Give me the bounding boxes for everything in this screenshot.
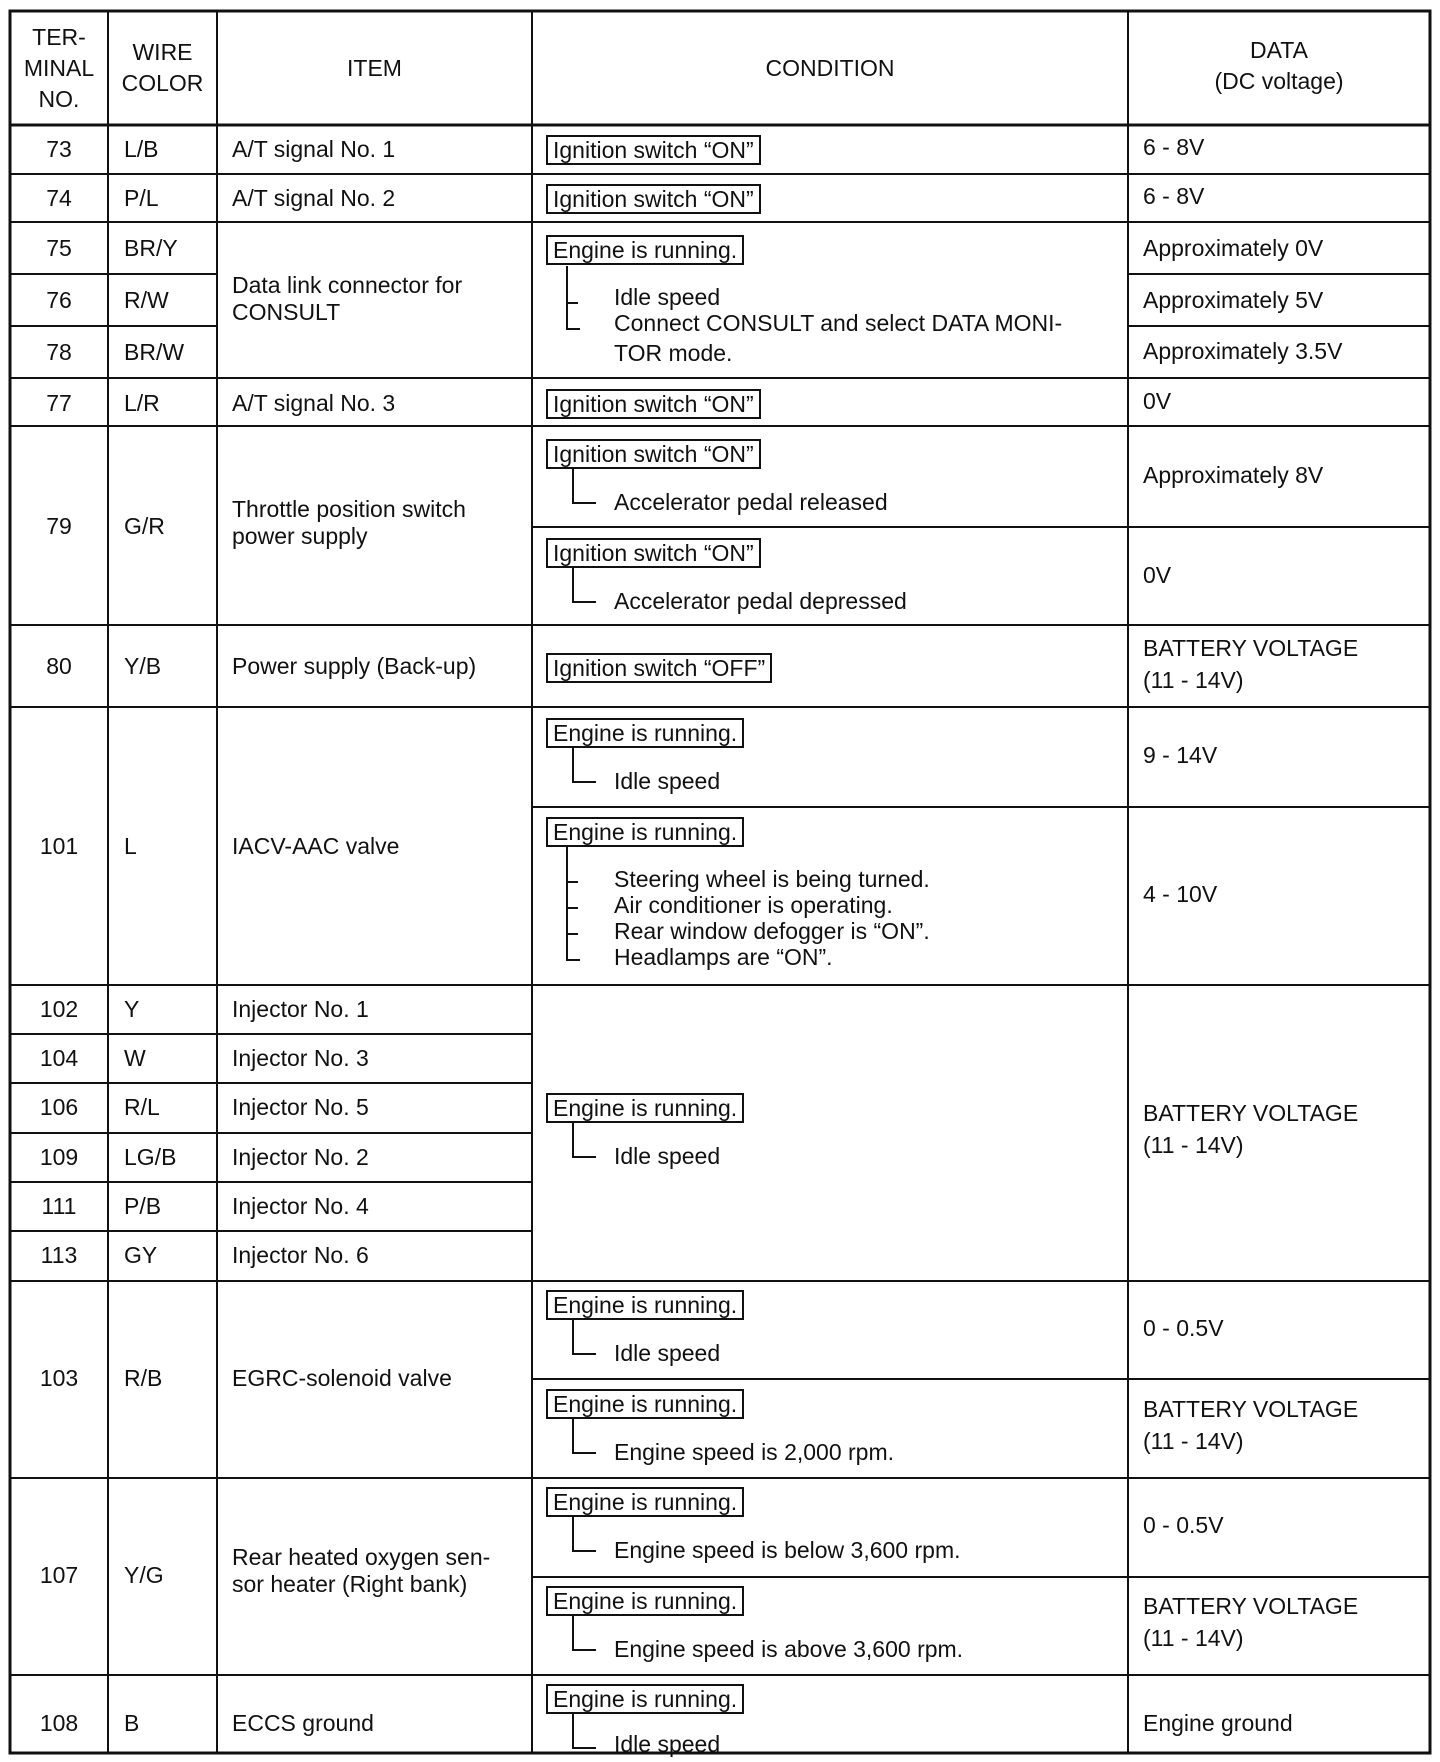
condition-box: Engine is running. xyxy=(546,235,744,265)
condition-branch xyxy=(572,568,596,603)
condition-sub: Accelerator pedal depressed xyxy=(614,588,907,614)
condition-branch xyxy=(572,1517,596,1552)
terminal-number: 113 xyxy=(40,1242,78,1268)
condition-branch xyxy=(572,1419,596,1454)
terminal-number: 104 xyxy=(39,1045,79,1071)
wire-color: Y xyxy=(124,996,140,1022)
data-value: 6 - 8V xyxy=(1143,134,1205,160)
condition-branch xyxy=(566,847,580,961)
data-line: BATTERY VOLTAGE xyxy=(1143,1396,1359,1422)
wire-color: Y/G xyxy=(124,1562,164,1588)
wire-color: LG/B xyxy=(124,1144,177,1170)
terminal-number: 102 xyxy=(39,996,79,1022)
terminal-number: 73 xyxy=(46,136,72,162)
condition-branch xyxy=(572,748,596,783)
item-text: Injector No. 4 xyxy=(232,1193,369,1219)
data-value: Engine ground xyxy=(1143,1710,1293,1736)
wire-color: W xyxy=(124,1045,146,1071)
wire-color: BR/Y xyxy=(124,235,178,261)
header-terminal-line1: TER- xyxy=(32,24,86,50)
data-line: (11 - 14V) xyxy=(1143,1132,1244,1158)
condition-sub: Rear window defogger is “ON”. xyxy=(614,918,930,944)
item-text: EGRC-solenoid valve xyxy=(232,1365,452,1391)
wire-color: L xyxy=(124,833,137,859)
item-text: ECCS ground xyxy=(232,1710,374,1736)
condition-sub: Connect CONSULT and select DATA MONI- xyxy=(614,310,1063,336)
item-text xyxy=(232,272,462,326)
condition-sub: Steering wheel is being turned. xyxy=(614,866,930,892)
condition-branch xyxy=(572,469,596,504)
condition-branch-tick xyxy=(566,302,578,304)
item-text: Injector No. 5 xyxy=(232,1094,369,1120)
terminal-number: 108 xyxy=(39,1710,79,1736)
header-item: ITEM xyxy=(347,55,402,81)
item-line: sor heater (Right bank) xyxy=(232,1571,468,1597)
condition-sub: Engine speed is above 3,600 rpm. xyxy=(614,1636,964,1662)
wire-color: R/W xyxy=(124,287,169,313)
item-text: A/T signal No. 3 xyxy=(232,390,396,416)
condition-box: Engine is running. xyxy=(546,1684,744,1714)
condition-box: Engine is running. xyxy=(546,1586,744,1616)
condition-branch xyxy=(572,1123,596,1158)
terminal-number: 106 xyxy=(39,1094,79,1120)
item-text: A/T signal No. 1 xyxy=(232,136,396,162)
wire-color: Y/B xyxy=(124,653,162,679)
item-line: Data link connector for xyxy=(232,272,463,298)
data-value: 6 - 8V xyxy=(1143,183,1205,209)
header-terminal-line2: MINAL xyxy=(23,55,95,81)
item-text: Injector No. 1 xyxy=(232,996,369,1022)
data-value xyxy=(1143,1593,1358,1652)
condition-sub: Engine speed is below 3,600 rpm. xyxy=(614,1537,961,1563)
condition-box: Ignition switch “OFF” xyxy=(546,653,772,683)
terminal-number: 80 xyxy=(46,653,72,679)
data-line: BATTERY VOLTAGE xyxy=(1143,635,1359,661)
condition-box: Ignition switch “ON” xyxy=(546,538,761,568)
item-line: Throttle position switch xyxy=(232,496,466,522)
terminal-number: 109 xyxy=(39,1144,79,1170)
wire-color: L/R xyxy=(124,390,160,416)
data-value xyxy=(1143,1396,1358,1455)
condition-sub: Idle speed xyxy=(614,1731,721,1757)
condition-box: Engine is running. xyxy=(546,817,744,847)
item-text: IACV-AAC valve xyxy=(232,833,400,859)
header-terminal xyxy=(10,22,108,115)
data-value: Approximately 3.5V xyxy=(1143,338,1343,364)
item-text xyxy=(232,1544,490,1598)
wire-color: G/R xyxy=(124,513,165,539)
condition-sub: Headlamps are “ON”. xyxy=(614,944,833,970)
data-line: (11 - 14V) xyxy=(1143,667,1244,693)
condition-sub: Idle speed xyxy=(614,1340,721,1366)
item-line: Rear heated oxygen sen- xyxy=(232,1544,491,1570)
item-text: Injector No. 6 xyxy=(232,1242,369,1268)
header-data-line1: DATA xyxy=(1250,37,1308,63)
wire-color: BR/W xyxy=(124,339,185,365)
item-text: Injector No. 2 xyxy=(232,1144,369,1170)
data-line: BATTERY VOLTAGE xyxy=(1143,1100,1359,1126)
item-text xyxy=(232,496,466,550)
condition-box: Engine is running. xyxy=(546,1093,744,1123)
condition-box: Ignition switch “ON” xyxy=(546,184,761,214)
condition-sub: TOR mode. xyxy=(614,340,733,366)
wire-color: P/B xyxy=(124,1193,162,1219)
item-text: Injector No. 3 xyxy=(232,1045,369,1071)
wire-color: B xyxy=(124,1710,140,1736)
wire-color: L/B xyxy=(124,136,159,162)
wire-color: GY xyxy=(124,1242,158,1268)
data-value: 9 - 14V xyxy=(1143,742,1218,768)
terminal-number: 103 xyxy=(39,1365,79,1391)
terminal-number: 76 xyxy=(46,287,72,313)
item-text: A/T signal No. 2 xyxy=(232,185,396,211)
condition-branch-tick xyxy=(566,907,578,909)
data-value: Approximately 5V xyxy=(1143,287,1324,313)
condition-branch-tick xyxy=(566,881,578,883)
data-value: 0V xyxy=(1143,388,1172,414)
condition-branch-tick xyxy=(566,933,578,935)
data-value: 0 - 0.5V xyxy=(1143,1315,1224,1341)
terminal-number: 101 xyxy=(39,833,79,859)
header-condition: CONDITION xyxy=(765,55,895,81)
data-value xyxy=(1143,1100,1358,1159)
condition-sub: Engine speed is 2,000 rpm. xyxy=(614,1439,895,1465)
item-text: Power supply (Back-up) xyxy=(232,653,477,679)
header-terminal-line3: NO. xyxy=(38,86,80,112)
condition-box: Ignition switch “ON” xyxy=(546,439,761,469)
wire-color: R/L xyxy=(124,1094,160,1120)
header-data xyxy=(1128,35,1430,97)
condition-box: Engine is running. xyxy=(546,1290,744,1320)
condition-branch xyxy=(572,1320,596,1355)
header-wire-line2: COLOR xyxy=(121,70,204,96)
terminal-number: 77 xyxy=(46,390,72,416)
condition-box: Engine is running. xyxy=(546,1487,744,1517)
item-line: CONSULT xyxy=(232,299,341,325)
data-value: 4 - 10V xyxy=(1143,881,1218,907)
data-value: 0V xyxy=(1143,562,1172,588)
condition-box: Engine is running. xyxy=(546,1389,744,1419)
condition-sub: Idle speed xyxy=(614,1143,721,1169)
terminal-number: 75 xyxy=(46,235,72,261)
header-wire-line1: WIRE xyxy=(132,39,193,65)
item-line: power supply xyxy=(232,523,368,549)
data-value: Approximately 8V xyxy=(1143,462,1324,488)
condition-sub: Accelerator pedal released xyxy=(614,489,888,515)
wire-color: P/L xyxy=(124,185,159,211)
terminal-number: 107 xyxy=(39,1562,79,1588)
condition-box: Ignition switch “ON” xyxy=(546,135,761,165)
wire-color: R/B xyxy=(124,1365,163,1391)
data-value: Approximately 0V xyxy=(1143,235,1324,261)
data-value xyxy=(1143,635,1358,694)
terminal-number: 74 xyxy=(46,185,72,211)
condition-branch xyxy=(572,1714,596,1749)
condition-sub: Air conditioner is operating. xyxy=(614,892,893,918)
condition-branch xyxy=(572,1616,596,1651)
condition-sub: Idle speed xyxy=(614,284,721,310)
header-data-line2: (DC voltage) xyxy=(1214,68,1344,94)
condition-box: Engine is running. xyxy=(546,718,744,748)
terminal-number: 78 xyxy=(46,339,72,365)
data-value: 0 - 0.5V xyxy=(1143,1512,1224,1538)
data-line: (11 - 14V) xyxy=(1143,1625,1244,1651)
data-line: (11 - 14V) xyxy=(1143,1428,1244,1454)
condition-box: Ignition switch “ON” xyxy=(546,389,761,419)
header-wire-color xyxy=(108,37,217,99)
condition-sub: Idle speed xyxy=(614,768,721,794)
terminal-number: 79 xyxy=(46,513,72,539)
condition-branch xyxy=(566,266,580,330)
terminal-number: 111 xyxy=(41,1193,77,1219)
data-line: BATTERY VOLTAGE xyxy=(1143,1593,1359,1619)
